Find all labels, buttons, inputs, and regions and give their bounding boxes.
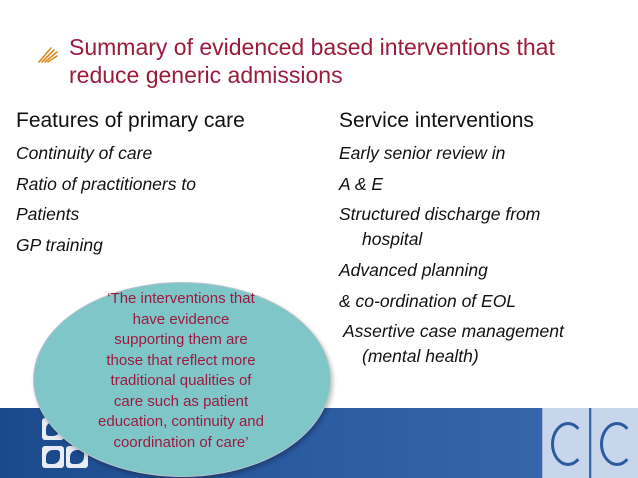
scribble-arrow-icon (37, 42, 59, 64)
decorative-tile (542, 408, 589, 478)
left-column-item: GP training (16, 235, 103, 255)
quote-line: education, continuity and (98, 413, 264, 430)
right-column-item: Early senior review in (339, 143, 506, 163)
right-column-item: Structured discharge from (339, 204, 541, 224)
right-column-item: (mental health) (362, 346, 479, 366)
quote-callout-text (58, 289, 304, 453)
quote-line: have evidence (132, 310, 230, 328)
left-column-item: Patients (16, 204, 80, 224)
right-column-item: Assertive case management (343, 321, 564, 341)
right-column-item: Advanced planning (339, 260, 488, 280)
quote-line: coordination of care’ (113, 433, 249, 451)
right-column-item: A & E (339, 174, 384, 194)
slide-title (69, 33, 614, 89)
right-column-item: & co-ordination of EOL (339, 291, 517, 311)
left-column-item: Continuity of care (16, 143, 153, 163)
left-column-item: Ratio of practitioners to (16, 174, 196, 194)
quote-line: supporting them are (114, 331, 248, 348)
quote-line: ‘The interventions that (107, 290, 255, 307)
decorative-tile (591, 408, 638, 478)
quote-line: care such as patient (113, 392, 249, 410)
right-column-heading: Service interventions (339, 109, 534, 132)
slide-title-line-2: reduce generic admissions (69, 62, 343, 88)
right-column-item: hospital (362, 229, 423, 249)
quote-line: those that reflect more (106, 351, 256, 369)
slide-title-line-1: Summary of evidenced based interventions that (69, 34, 555, 60)
left-column-heading: Features of primary care (16, 109, 245, 132)
quote-line: traditional qualities of (110, 372, 252, 389)
